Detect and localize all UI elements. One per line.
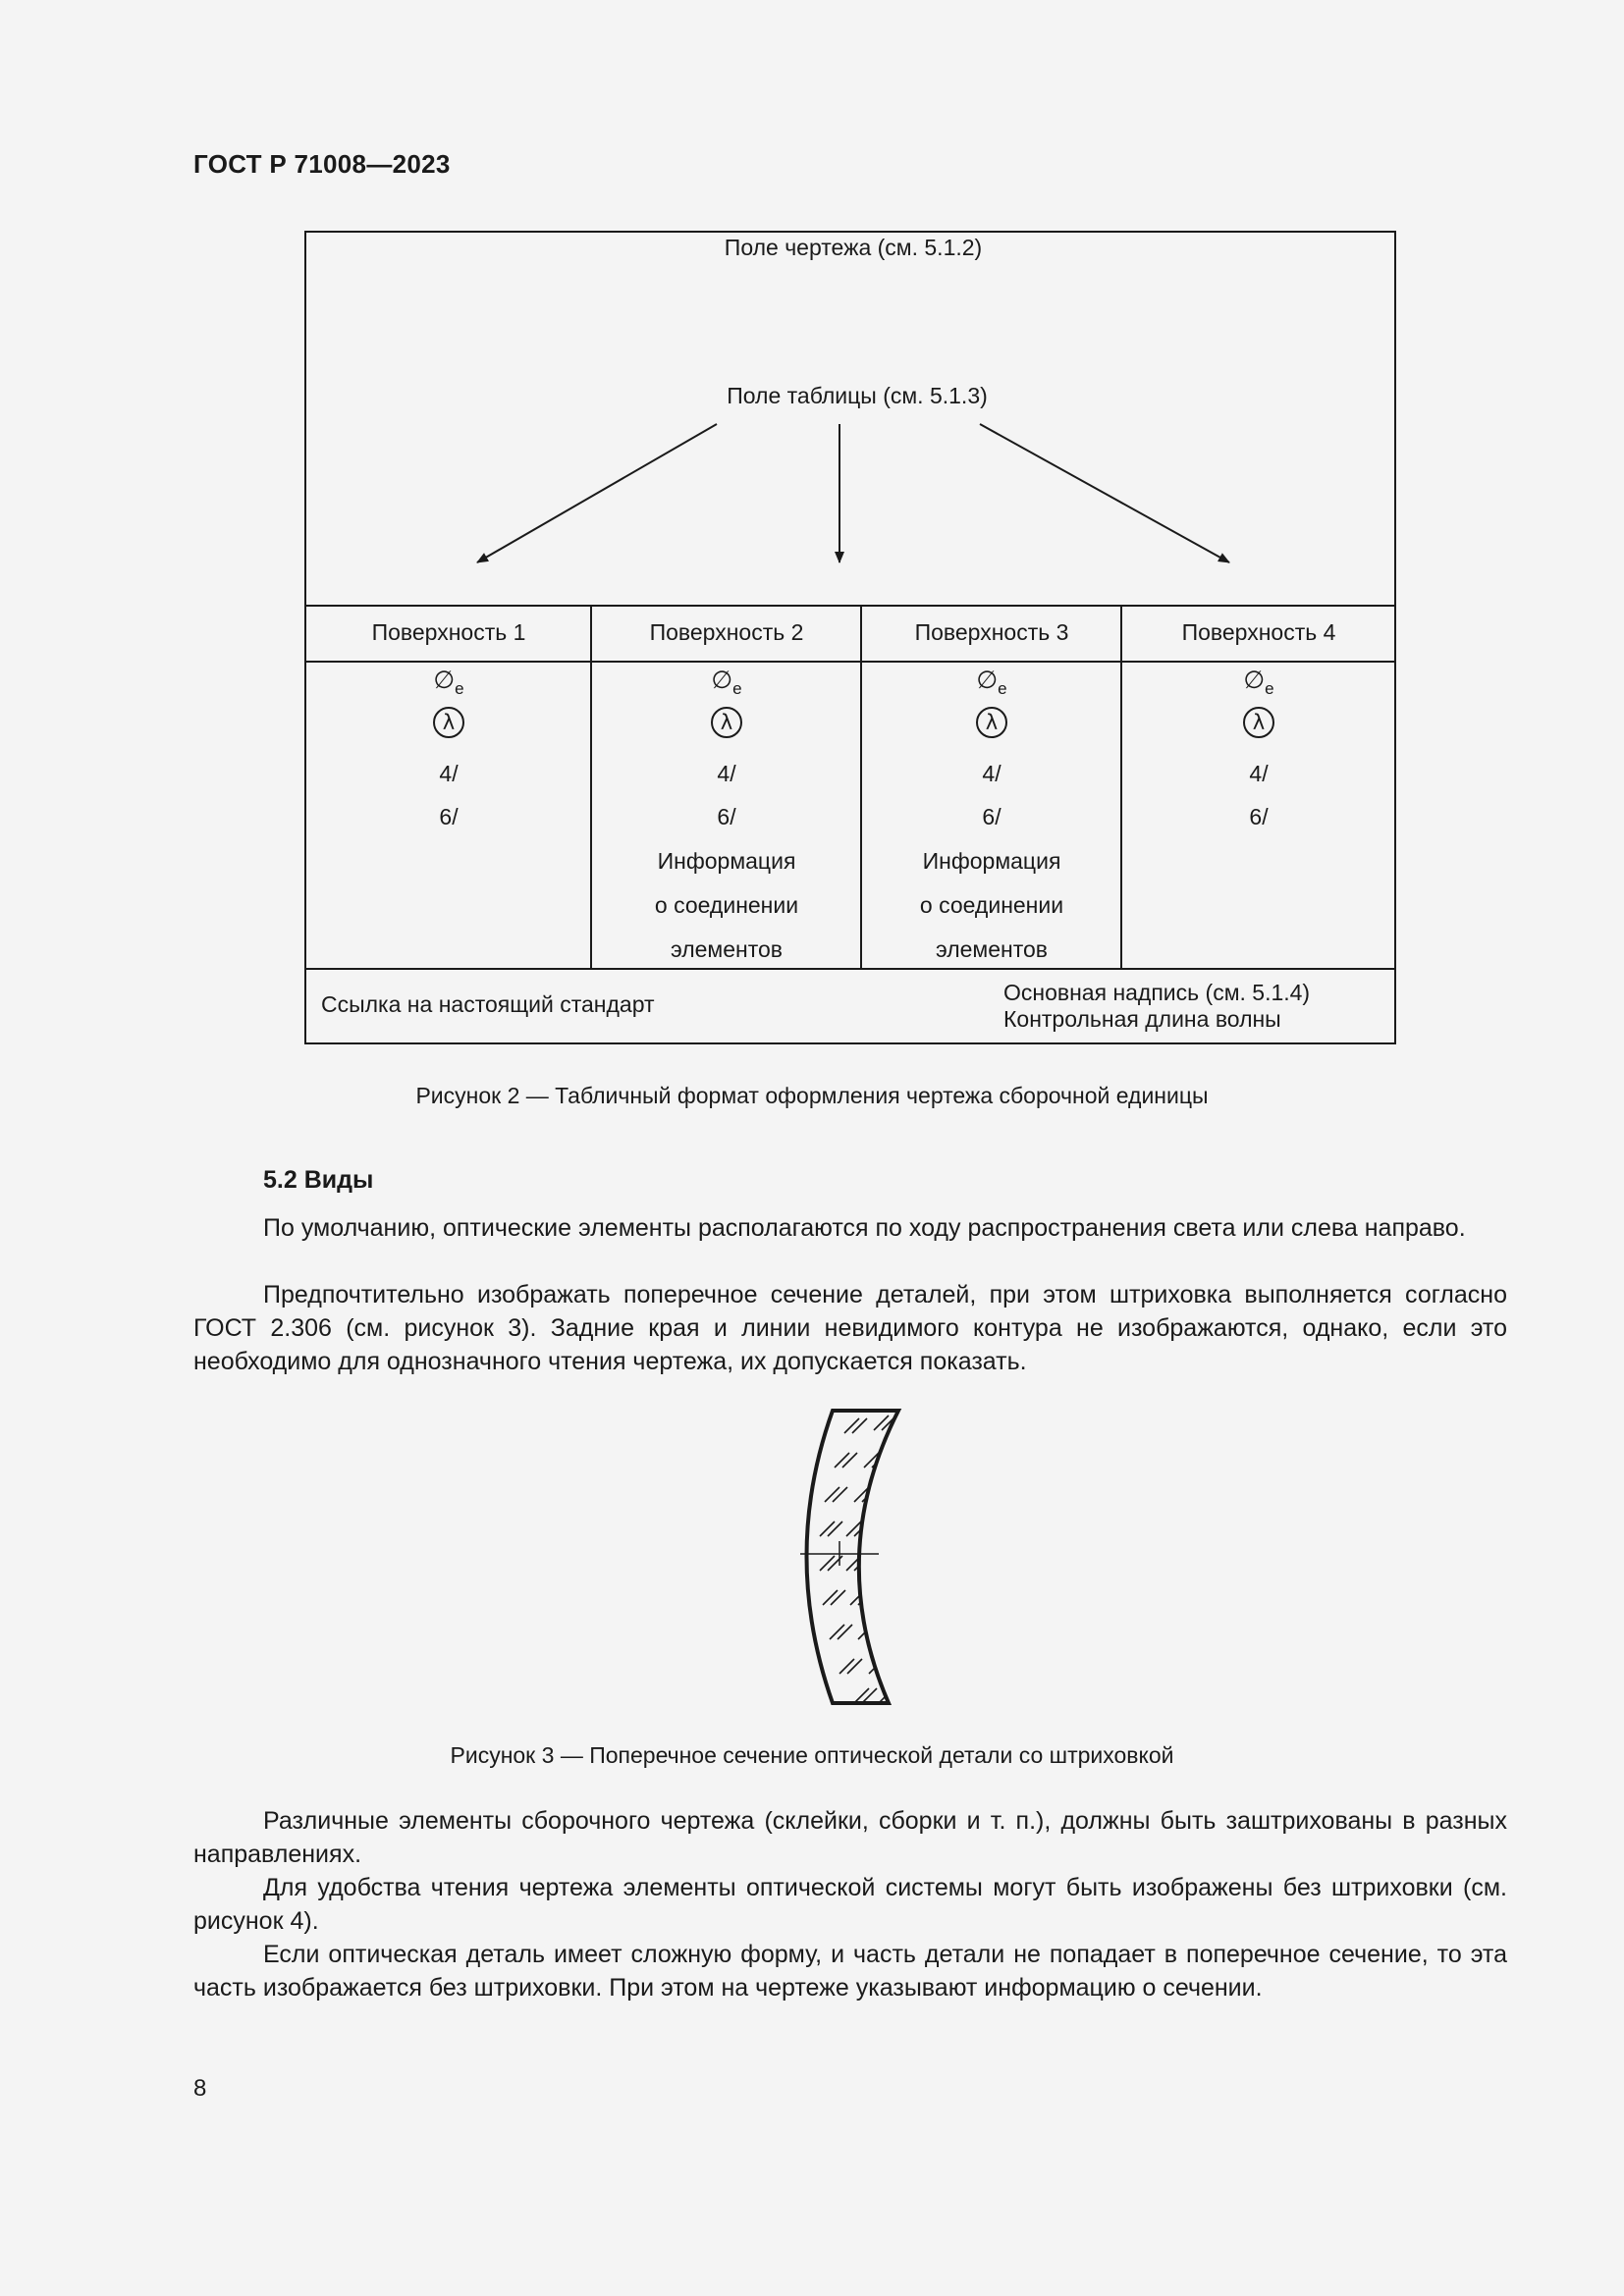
arrow-left xyxy=(477,424,717,562)
figure-2-diagram xyxy=(304,231,1396,1044)
column-1-title: Поверхность 1 xyxy=(371,619,526,645)
wavelength-label: Контрольная длина волны xyxy=(1003,1006,1281,1032)
paragraph: Если оптическая деталь имеет сложную форму, и часть детали не попадает в поперечное сечение, то эта часть изображается без штриховки. При этом на чертеже указывают информацию о сечении. xyxy=(193,1941,1507,2002)
paragraph: Для удобства чтения чертежа элементы оптической системы могут быть изображены без штриховки (см. рисунок 4). xyxy=(193,1874,1507,1935)
diameter-symbol: $\emptyset_e$ xyxy=(1243,667,1274,698)
paragraph: По умолчанию, оптические элементы располагаются по ходу распространения света или слева направо. xyxy=(263,1214,1466,1242)
column-3-info: элементов xyxy=(935,936,1049,962)
figure-3-caption: Рисунок 3 — Поперечное сечение оптической детали со штриховкой xyxy=(450,1742,1174,1768)
lambda-circle-icon: λ xyxy=(1243,707,1274,738)
document-header: ГОСТ Р 71008—2023 xyxy=(193,149,451,179)
column-3-line-6: 6/ xyxy=(982,804,1001,829)
arrow-right xyxy=(980,424,1229,562)
lambda-circle-icon: λ xyxy=(711,707,742,738)
column-3-info: о соединении xyxy=(919,892,1064,918)
standard-reference-label: Ссылка на настоящий стандарт xyxy=(321,991,655,1017)
page-number: 8 xyxy=(193,2075,207,2102)
column-1-line-6: 6/ xyxy=(439,804,459,829)
column-3-info: Информация xyxy=(922,848,1061,874)
lens-outline xyxy=(807,1411,899,1703)
drawing-field-label: Поле чертежа (см. 5.1.2) xyxy=(724,235,983,260)
column-2-title: Поверхность 2 xyxy=(649,619,804,645)
column-2-info: о соединении xyxy=(654,892,799,918)
column-2-info: Информация xyxy=(657,848,796,874)
column-2-line-6: 6/ xyxy=(717,804,736,829)
diameter-symbol: $\emptyset_e$ xyxy=(711,667,742,698)
arrows xyxy=(477,424,1229,562)
paragraph: Предпочтительно изображать поперечное сечение деталей, при этом штриховка выполняется согласно ГОСТ 2.306 (см. рисунок 3). Задние края и линии невидимого контура не изображаются, однако, если это необходимо для однозначного чтения чертежа, их допускается показать. xyxy=(193,1281,1507,1375)
column-1-line-4: 4/ xyxy=(439,761,459,786)
column-2-info: элементов xyxy=(670,936,784,962)
figure-3-lens-section xyxy=(785,1399,913,1708)
column-4-line-4: 4/ xyxy=(1249,761,1269,786)
lambda-circle-icon: λ xyxy=(976,707,1007,738)
diameter-symbol: $\emptyset_e$ xyxy=(433,667,464,698)
paragraph: Различные элементы сборочного чертежа (склейки, сборки и т. п.), должны быть заштрихованы в разных направлениях. xyxy=(193,1807,1507,1868)
column-3-line-4: 4/ xyxy=(982,761,1001,786)
column-3-title: Поверхность 3 xyxy=(914,619,1069,645)
table-field-label: Поле таблицы (см. 5.1.3) xyxy=(727,383,988,408)
section-title: 5.2 Виды xyxy=(263,1166,374,1194)
column-4-title: Поверхность 4 xyxy=(1181,619,1336,645)
hatching xyxy=(785,1415,901,1703)
lambda-circle-icon: λ xyxy=(433,707,464,738)
diameter-symbol: $\emptyset_e$ xyxy=(976,667,1007,698)
title-block-label: Основная надпись (см. 5.1.4) xyxy=(1003,980,1311,1005)
column-2-line-4: 4/ xyxy=(717,761,736,786)
column-4-line-6: 6/ xyxy=(1249,804,1269,829)
figure-2-caption: Рисунок 2 — Табличный формат оформления чертежа сборочной единицы xyxy=(415,1083,1209,1108)
